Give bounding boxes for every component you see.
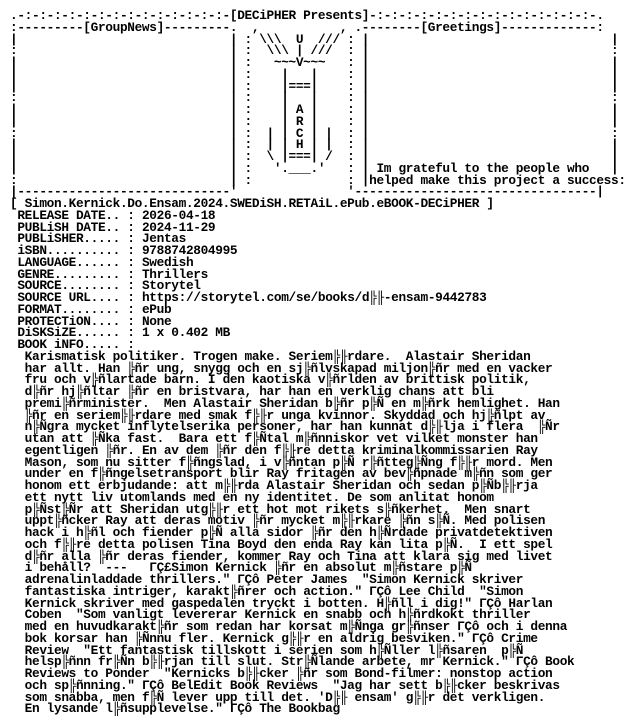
description-line: d╠ñr hj╠ñltar ╠ñr en bristvara, har han en verklig chans att bli [24,384,494,399]
description-line: Mason, som nu sitter f╠ñngslad, i v╠ñntan p╠Ñ r╠ñtteg╠Ñng f╠╟r mord. Men [24,454,553,470]
description-line: fru och v╠ñlartade barn. I den kaotiska v╠ñrlden av brittisk politik, [24,372,531,388]
description-line: har allt. Han ╠ñr ung, snygg och en sj╠ñlvskapad miljon╠ñr med en vacker [24,360,553,376]
protection-label: PROTECTiON.... : [17,313,135,329]
description-line: d╠ñr alla ╠ñr deras fiender, kommer Ray och Tina att klara sig med livet [24,548,553,564]
description-line: bok korsar han ╠Ñnnu fler. Kernick g╠╟r en aldrig besviken." ΓÇô Crime [24,630,538,646]
description-line: Karismatisk politiker. Trogen make. Seriem╠╟rdare. Alastair Sheridan [24,348,531,364]
banner-line: : | : | | : | : [10,90,619,106]
description-line: egentligen ╠ñr. En av dem ╠ñr den f╠╟re detta kriminalkommissarien Ray [24,442,538,458]
banner-line: | | : | A | : | | [10,102,619,117]
description-line: fantastiska intriger, karakt╠ñrer och action." ΓÇô Lee Child "Simon [24,583,524,599]
isbn-value: 9788742804995 [141,243,238,258]
description-line: hack i h╠ñl och fiender p╠Ñ alla sidor ╠ñr den h╠Ñrdade privatdetektiven [24,525,553,540]
description-line: utan att ╠Ñka fast. Bara ett f╠Ñtal m╠ñnniskor vet vilket monster han [24,431,538,446]
publisher-value: Jentas [141,231,186,247]
source-url-label: SOURCE URL.... : [17,290,135,305]
description-line: helsp╠ñnn fr╠Ñn b╠╟rjan till slut. Str╠Ñlande arbete, mr Kernick." ΓÇô Book [24,654,575,670]
publish-date-label: PUBLiSH DATE.. : [17,219,135,235]
banner-line: : | : | | C | | : | : [10,125,619,141]
publish-date-value: 2024-11-29 [141,219,216,235]
description-line: uppt╠ñcker Ray att deras motiv ╠ñr mycket m╠╟rkare ╠ñn s╠Ñ. Med polisen [24,513,546,529]
banner-line: : | : : |helped make this project a success: [10,172,626,188]
language-value: Swedish [141,254,194,270]
description-line: En lysande l╠ñsupplevelse." ΓÇô The Bookbag [24,701,340,717]
book-info-label: BOOK iNFO..... : [17,337,135,352]
publisher-label: PUBLiSHER..... : [17,231,135,247]
header-banner [10,8,626,211]
disksize-value: 1 x 0.402 MB [141,325,230,341]
release-info-block [10,208,486,352]
disksize-label: DiSKSiZE...... : [17,325,135,341]
release-date-label: RELEASE DATE.. : [17,207,135,223]
book-description [10,349,574,717]
banner-line: | | : '.___.' : | Im grateful to the people who | [10,160,619,176]
format-label: FORMAT........ : [17,301,135,317]
banner-line: | | : \ |===| / : | | [10,149,619,164]
banner-line: :---------[GroupNews]---------. , , .--------[Greetings]-------------: [10,19,604,35]
description-line: Review "Ett fantastisk tillskott i serien som h╠Ñller l╠ñsaren p╠Ñ [24,642,524,658]
banner-line: .-:-:-:-:-:-:-:-:-:-:-:-:-:-:-[DECiPHER Presents]-:-:-:-:-:-:-:-:-:-:-:-:-:-:-:-. [10,8,604,23]
description-line: adrenalinladdade thrillers." ΓÇô Peter James "Simon Kernick skriver [24,572,524,587]
description-line: som snabba, men f╠Ñ lever upp till det. 'D╠╟ ensam' g╠╟r det verkligen. [24,689,546,705]
banner-line: | | : ~~~V~~~ : | | [10,55,619,70]
description-line: n╠Ñgra mycket inflytelserika personer, har han kunnat d╠╟lja i flera ╠Ñr [24,419,560,435]
description-line: ╠ñr en seriem╠╟rdare med smak f╠╟r unga kvinnor. Skyddad och hj╠ñlpt av [24,407,546,423]
description-line: premi╠ñrminister. Men Alastair Sheridan b╠ñr p╠Ñ en m╠ñrk hemlighet. Han [24,395,560,411]
source-value: Storytel [141,278,201,294]
language-label: LANGUAGE...... : [17,254,135,270]
genre-value: Thrillers [141,266,208,282]
description-line: Coben "Som vanligt levererar Kernick en snabb och h╠ñrdkokt thriller [24,607,531,623]
description-line: Kernick skriver med gaspedalen tryckt i botten. H╠ñll i dig!" ΓÇô Harlan [24,595,553,611]
description-line: under en f╠ñngelsetransport blir Ray fritagen av bev╠ñpnade m╠ñn som ger [24,466,553,482]
description-line: i behåll? --- ΓÇ£Simon Kernick ╠ñr en absolut m╠ñstare p╠Ñ [24,560,472,576]
protection-value: None [141,313,172,329]
description-line: och f╠╟re detta polisen Tina Boyd den enda Ray kan lita p╠Ñ. I ett spel [24,536,553,552]
nfo-text-document [10,10,634,715]
source-url-value: https://storytel.com/se/books/d╠╟-ensam-9442783 [141,290,487,305]
description-line: honom ett erbjudande: att m╠╟rda Alastair Sheridan och sedan p╠Ñb╠╟rja [24,478,538,493]
banner-line: | | : \\\ U /// : | | [10,31,619,47]
description-line: ett nytt liv utomlands med en ny identitet. De som anlitat honom [24,489,494,505]
format-value: ePub [141,301,172,317]
banner-line: | | : | R | : | | [10,113,619,129]
description-line: p╠Ñst╠Ñr att Sheridan utg╠╟r ett hot mot rikets s╠ñkerhet. Men snart [24,501,531,517]
description-line: och sp╠ñnning." ΓÇô BelEdit Book Reviews "Jag har sett b╠╟cker beskrivas [24,677,560,693]
release-date-value: 2026-04-18 [141,207,216,223]
genre-label: GENRE......... : [17,266,135,282]
banner-line: | | : | | H | | : | | [10,137,619,153]
release-title: [ Simon.Kernick.Do.Ensam.2024.SWEDiSH.RETAiL.ePub.eBOOK-DECiPHER ] [10,196,494,211]
banner-line: | | : | | : | | [10,66,619,82]
banner-line: | | : |===| : | | [10,78,619,94]
banner-line: : | : \\\ | /// : | : [10,43,619,59]
description-line: Reviews to Ponder "Kernicks b╠╟cker ╠ñr som Bond-filmer: nonstop action [24,666,553,681]
banner-line: |-----------------------------' '---------------------------------| [10,184,604,200]
isbn-label: iSBN.......... : [17,243,135,258]
source-label: SOURCE........ : [17,278,135,294]
description-line: med en huvudkarakt╠ñr som redan har korsat m╠Ñnga gr╠ñnser ΓÇô och i denna [24,619,568,634]
